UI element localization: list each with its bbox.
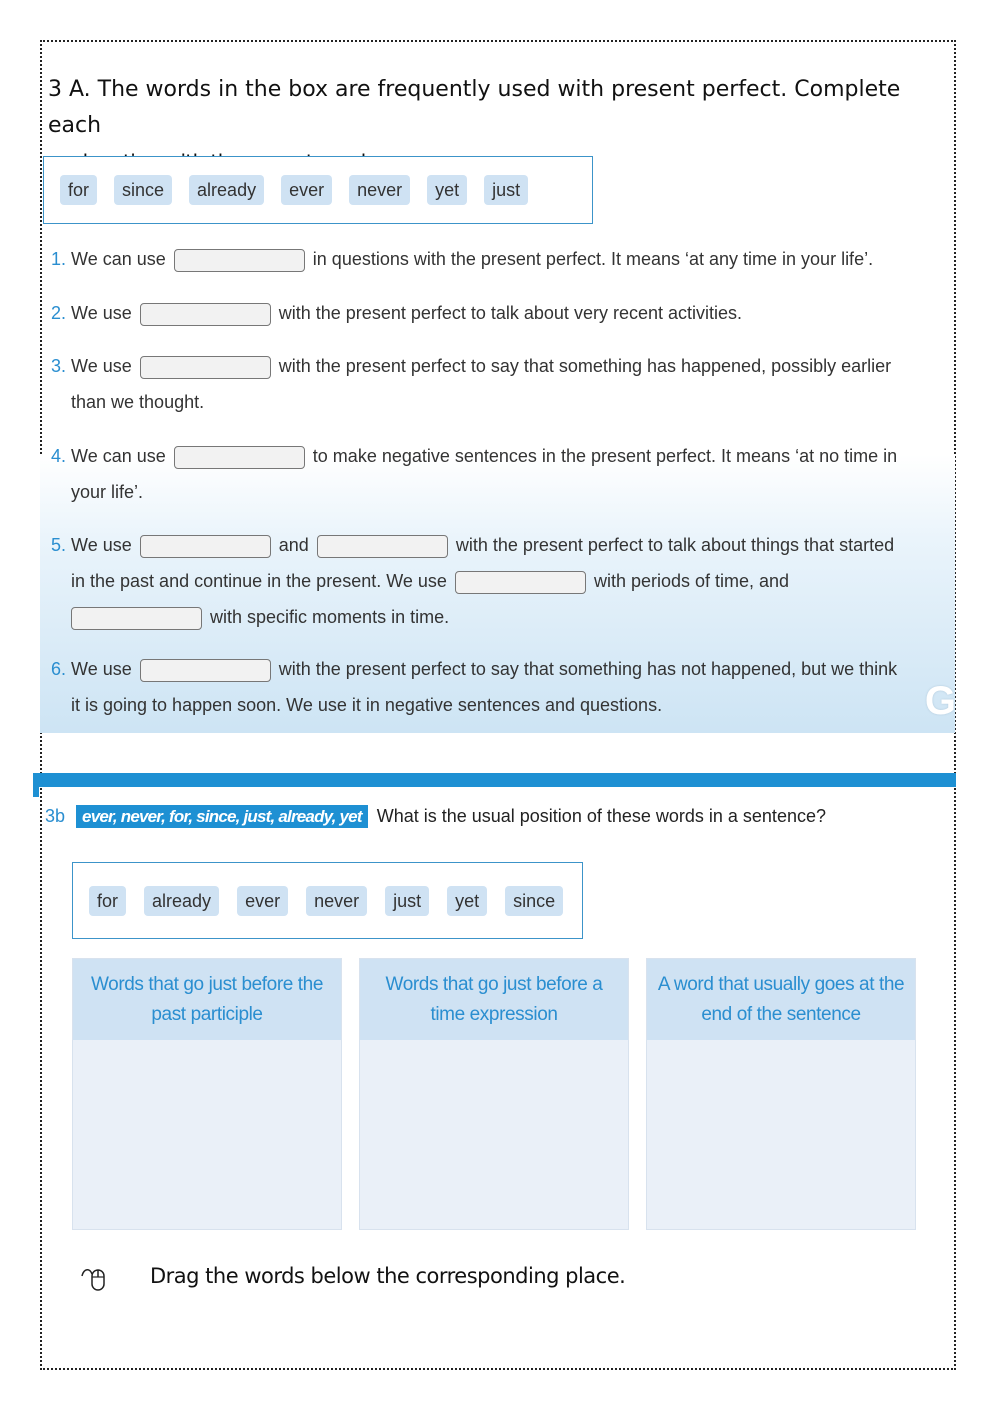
answer-blank[interactable]	[71, 607, 202, 630]
title-line-1: 3 A. The words in the box are frequently used with present perfect. Complete each	[48, 77, 901, 138]
word-chip[interactable]: yet	[427, 175, 467, 205]
word-chip[interactable]: never	[349, 175, 410, 205]
drop-column-time-expression[interactable]	[359, 958, 629, 1230]
word-chip[interactable]: already	[189, 175, 264, 205]
drop-column-past-participle[interactable]	[72, 958, 342, 1230]
explanation-item-5: 5. We use and with the present perfect to talk about things that started in the past and continue in the present. We use with periods of time, and with specific moments in time.	[51, 527, 956, 635]
answer-blank[interactable]	[174, 249, 305, 272]
answer-blank[interactable]	[455, 571, 586, 594]
draggable-word[interactable]: since	[505, 886, 563, 916]
word-chip[interactable]: ever	[281, 175, 332, 205]
question-text: What is the usual position of these words in a sentence?	[376, 806, 826, 826]
draggable-word[interactable]: already	[144, 886, 219, 916]
explanation-item-3: 3. We use with the present perfect to say that something has happened, possibly earlier than we thought.	[51, 356, 892, 412]
answer-blank[interactable]	[140, 303, 271, 326]
section-divider	[35, 773, 956, 787]
word-chip[interactable]: just	[484, 175, 528, 205]
drop-column-end-of-sentence[interactable]	[646, 958, 916, 1230]
gear-logo-icon: G	[924, 679, 956, 723]
question-label: 3b	[45, 806, 66, 826]
answer-blank[interactable]	[140, 659, 271, 682]
draggable-word[interactable]: for	[89, 886, 126, 916]
word-bank-a	[43, 156, 593, 224]
explanation-item-6: 6. We use with the present perfect to say that something has not happened, but we think it is going to happen soon. We use it in negative sentences and questions.	[51, 659, 898, 715]
question-3b	[45, 802, 826, 831]
mouse-pointer-icon	[80, 1262, 112, 1294]
draggable-word[interactable]: just	[385, 886, 429, 916]
explanation-item-4: 4. We can use to make negative sentences in the present perfect. It means ‘at no time in your life’.	[51, 446, 898, 502]
highlighted-words: ever, never, for, since, just, already, yet	[76, 805, 368, 828]
column-header: A word that usually goes at the end of the sentence	[647, 959, 915, 1040]
word-chip[interactable]: for	[60, 175, 97, 205]
column-header: Words that go just before the past participle	[73, 959, 341, 1040]
draggable-word[interactable]: never	[306, 886, 367, 916]
draggable-word[interactable]: yet	[447, 886, 487, 916]
word-bank-b	[72, 862, 583, 939]
answer-blank[interactable]	[140, 356, 271, 379]
explanation-item-1: 1. We can use in questions with the present perfect. It means ‘at any time in your life’.	[51, 241, 956, 277]
explanation-item-2: 2. We use with the present perfect to talk about very recent activities.	[51, 295, 956, 331]
answer-blank[interactable]	[174, 446, 305, 469]
draggable-word[interactable]: ever	[237, 886, 288, 916]
drag-instruction: Drag the words below the corresponding place.	[150, 1264, 626, 1288]
answer-blank[interactable]	[317, 535, 448, 558]
column-header: Words that go just before a time expression	[360, 959, 628, 1040]
word-chip[interactable]: since	[114, 175, 172, 205]
answer-blank[interactable]	[140, 535, 271, 558]
